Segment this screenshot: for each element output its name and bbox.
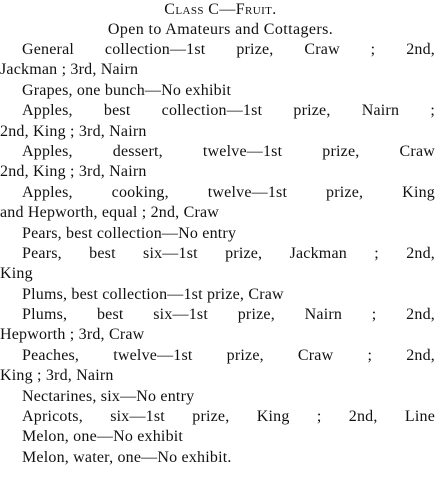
text-line: Apricots, six—1st prize, King ; 2nd, Line [22, 408, 435, 426]
text-line: Melon, one—No exhibit [22, 428, 184, 446]
class-heading: Class C—Fruit. [164, 1, 277, 18]
text-line: Peaches, twelve—1st prize, Craw ; 2nd, [22, 346, 435, 364]
text-line: Nectarines, six—No entry [22, 387, 195, 405]
text-line: Pears, best six—1st prize, Jackman ; 2nd, [22, 244, 435, 262]
text-line: Apples, best collection—1st prize, Nairn ; [22, 102, 435, 120]
class-subtitle: Open to Amateurs and Cottagers. [107, 21, 334, 38]
text-line: Hepworth ; 3rd, Craw [0, 326, 145, 344]
text-line: General collection—1st prize, Craw ; 2nd, [22, 41, 435, 58]
text-line: Plums, best six—1st prize, Nairn ; 2nd, [22, 306, 435, 324]
results-list [0, 40, 441, 468]
text-line: Apples, cooking, twelve—1st prize, King [22, 183, 435, 201]
text-line: Plums, best collection—1st prize, Craw [22, 285, 284, 303]
text-line: and Hepworth, equal ; 2nd, Craw [0, 204, 220, 222]
text-line: Apples, dessert, twelve—1st prize, Craw [22, 142, 435, 160]
text-line: 2nd, King ; 3rd, Nairn [0, 122, 147, 140]
text-line: 2nd, King ; 3rd, Nairn [0, 163, 147, 181]
text-line: Grapes, one bunch—No exhibit [22, 81, 232, 99]
text-line: Pears, best collection—No entry [22, 224, 237, 242]
text-line: King ; 3rd, Nairn [0, 367, 114, 385]
text-line: Jackman ; 3rd, Nairn [0, 61, 139, 79]
text-line: Melon, water, one—No exhibit. [22, 448, 232, 466]
text-line: King [0, 265, 33, 283]
